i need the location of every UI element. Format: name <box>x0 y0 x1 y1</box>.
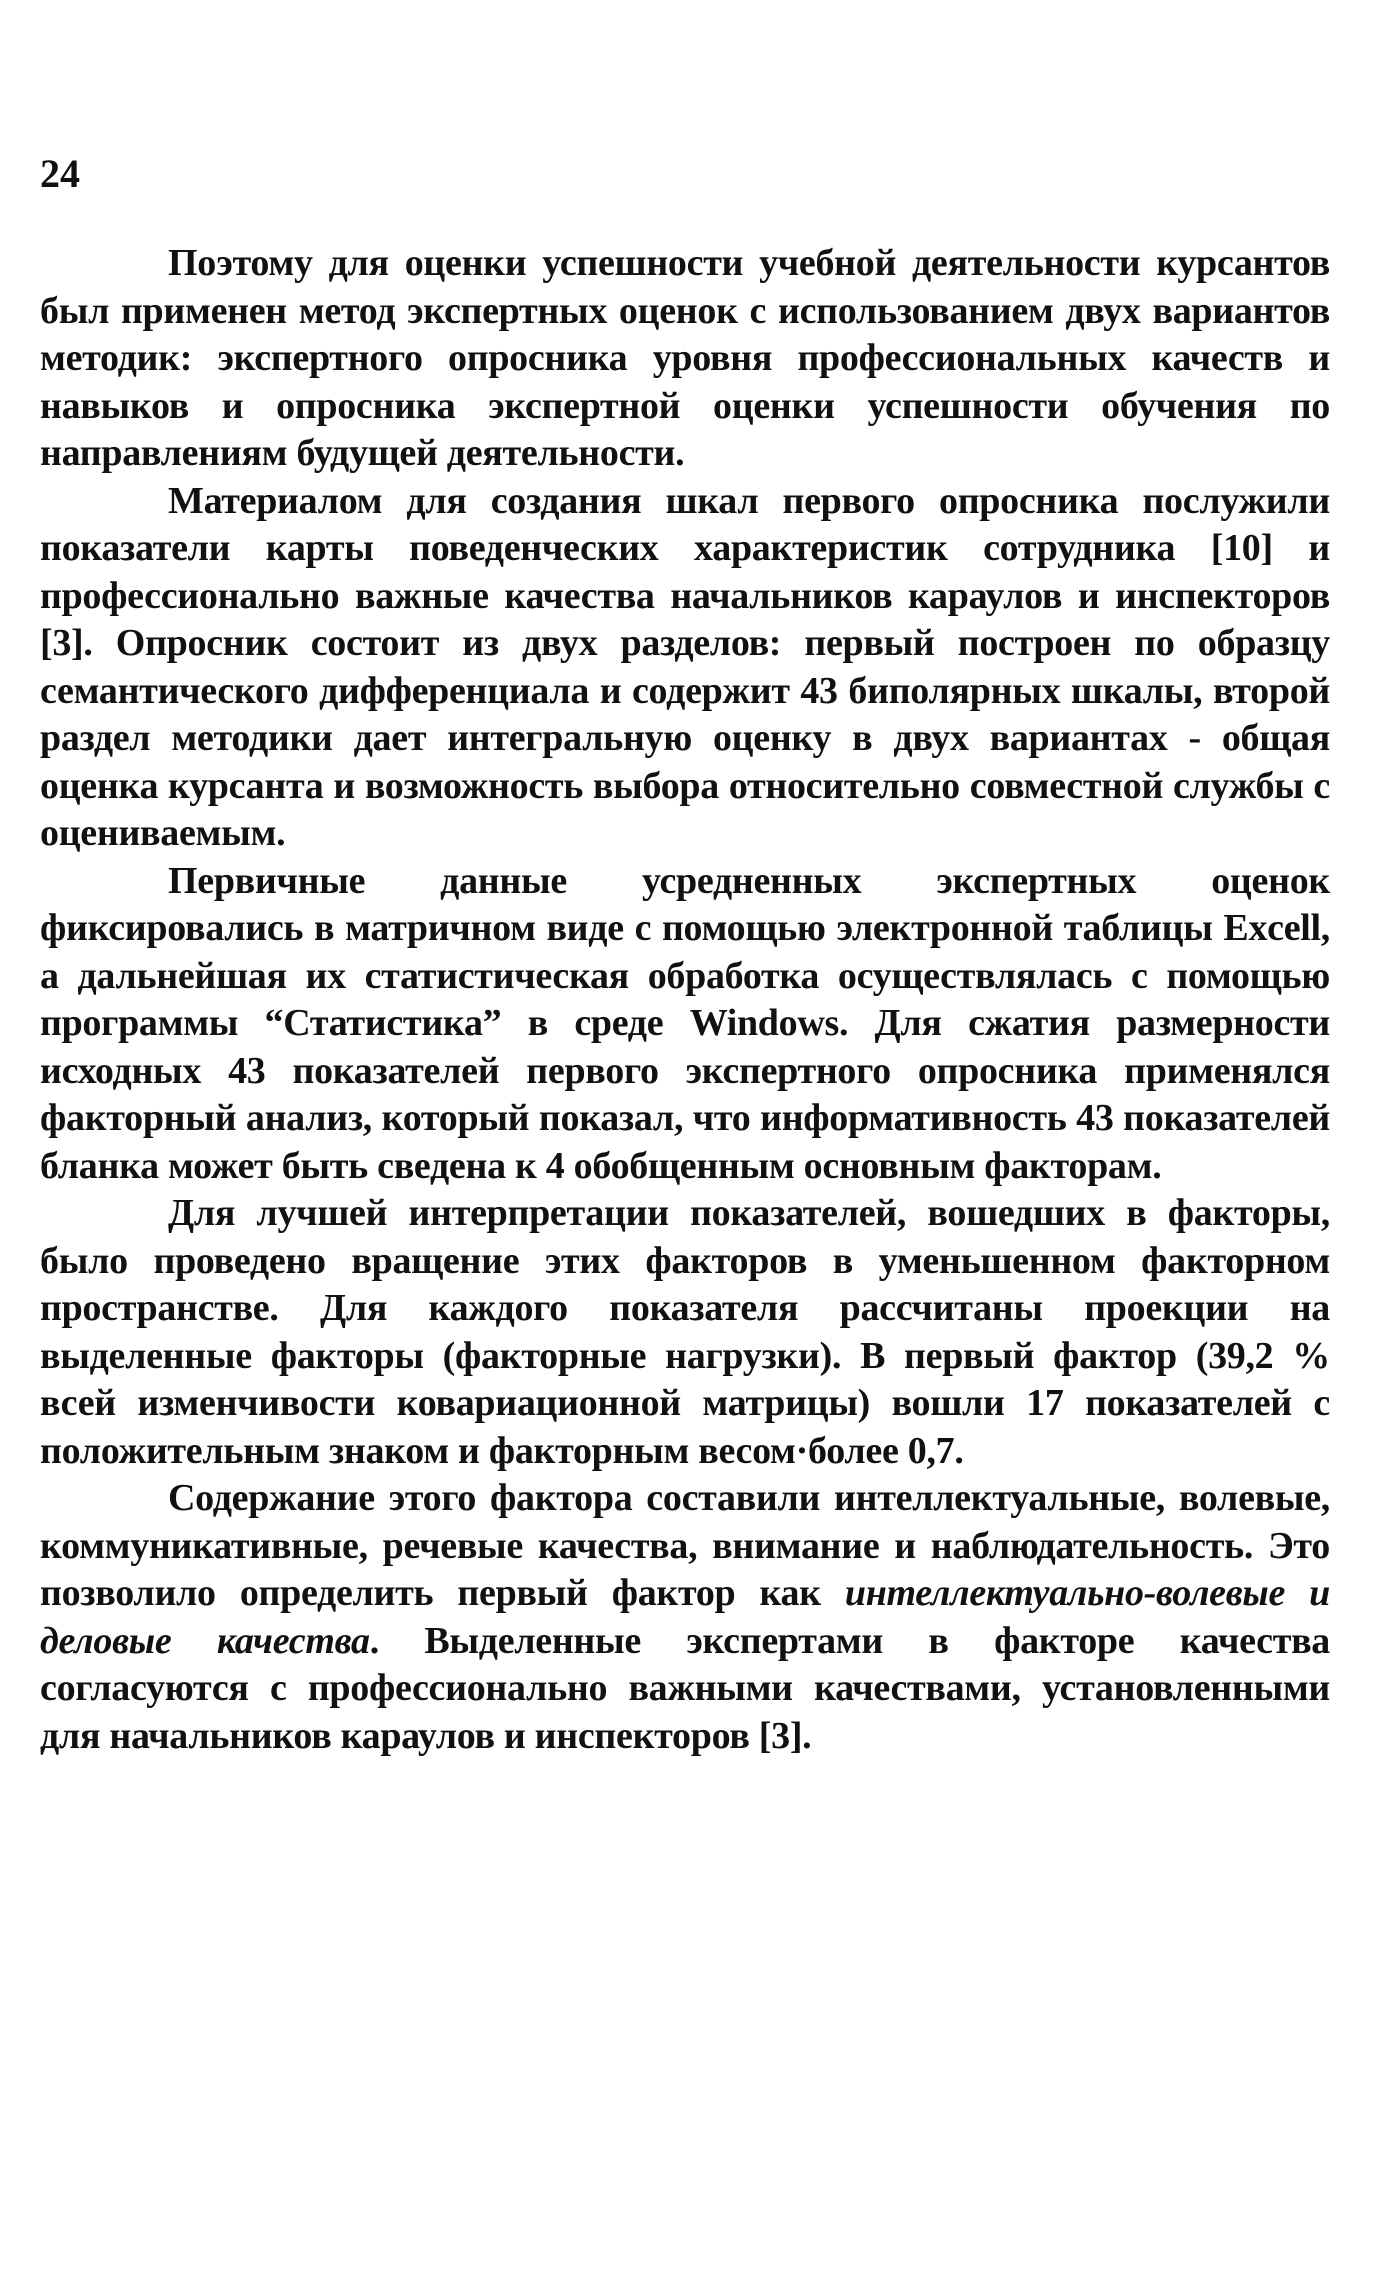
paragraph-expert-evaluation: Поэтому для оценки успешности учебной деятельности курсантов был применен метод экспертных оценок с использованием двух вариантов методик: экспертного опросника уровня профессиональных качеств и навыков и опросника экспертной оценки успешности обучения по направлениям будущей деятельности. <box>40 242 1330 474</box>
page-number: 24 <box>40 151 80 196</box>
paragraph-factor-rotation: Для лучшей интерпретации показателей, вошедших в факторы, было проведено вращение этих факторов в уменьшенном факторном пространстве. Для каждого показателя рассчитаны проекции на выделенные факторы (факторные нагрузки). В первый фактор (39,2 % всей изменчивости ковариационной матрицы) вошли 17 показателей с положительным знаком и факторным весом·более 0,7. <box>40 1192 1330 1472</box>
paragraph-questionnaire-material: Материалом для создания шкал первого опросника послужили показатели карты поведенческих характеристик сотрудника [10] и профессионально важные качества начальников караулов и инспекторов [3]. Опросник состоит из двух разделов: первый построен по образцу семантического дифференциала и содержит 43 биполярных шкалы, второй раздел методики дает интегральную оценку в двух вариантах - общая оценка курсанта и возможность выбора относительно совместной службы с оцениваемым. <box>40 479 1330 854</box>
paragraph-primary-data: Первичные данные усредненных экспертных оценок фиксировались в матричном виде с помощью электронной таблицы Excell, а дальнейшая их статистическая обработка осуществлялась с помощью программы “Статистика” в среде Windows. Для сжатия размерности исходных 43 показателей первого экспертного опросника применялся факторный анализ, который показал, что информативность 43 показателей бланка может быть сведена к 4 обобщенным основным факторам. <box>40 859 1330 1187</box>
paragraph-factor-content <box>40 1475 1330 1760</box>
paragraph-factor-content-start: Содержание этого фактора составили интеллектуальные, волевые, коммуникативные, речевые качества, внимание и наблюдательность. Это позволило определить первый фактор как <box>40 1477 1330 1614</box>
body-text <box>40 240 1330 1760</box>
emphasized-term: интеллектуально-волевые и деловые качества <box>40 1572 1330 1662</box>
paragraph-factor-content-end: . Выделенные экспертами в факторе качества согласуются с профессионально важными качествами, установленными для начальников караулов и инспекторов [3]. <box>40 1619 1330 1757</box>
